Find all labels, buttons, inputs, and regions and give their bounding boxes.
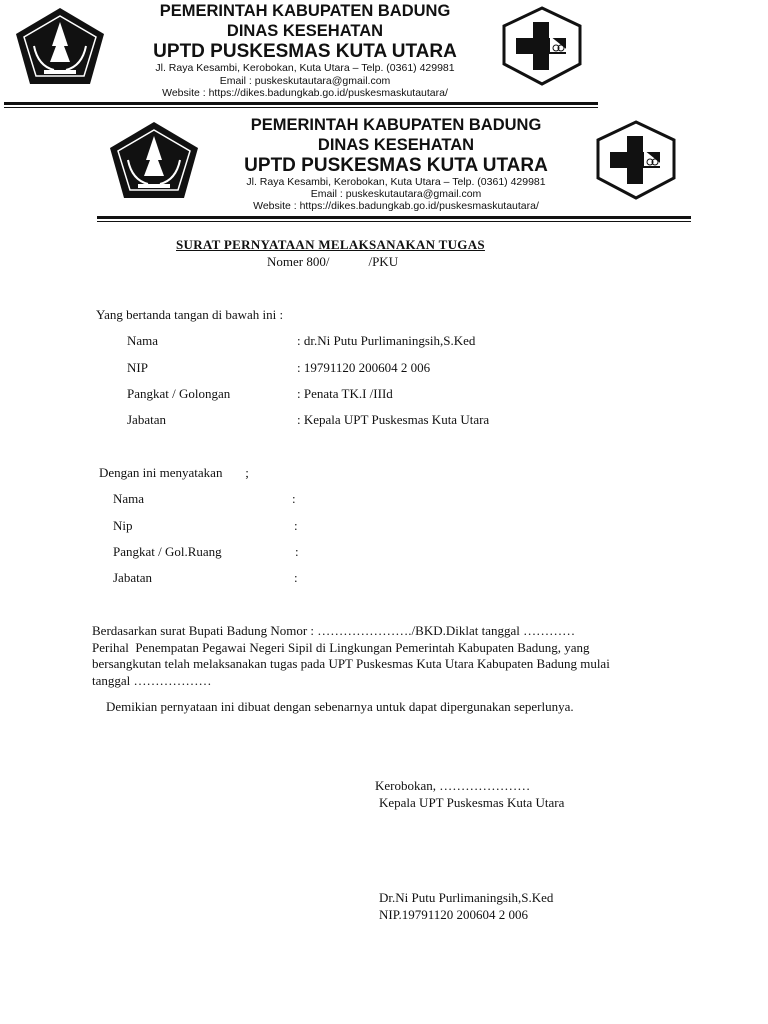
subject-value: :	[294, 518, 298, 533]
document-title: SURAT PERNYATAAN MELAKSANAKAN TUGAS	[176, 237, 485, 252]
signer-value: : 19791120 200604 2 006	[297, 360, 431, 375]
kop-line2: DINAS KESEHATAN	[317, 136, 475, 154]
kop-address: Jl. Raya Kesambi, Kerobokan, Kuta Utara – Telp. (0361) 429981	[155, 62, 455, 74]
kop-website: Website : https://dikes.badungkab.go.id/puskesmaskutautara/	[253, 200, 539, 212]
kop-rule-thick	[4, 102, 598, 105]
kop-line3: UPTD PUSKESMAS KUTA UTARA	[244, 155, 548, 176]
subject-value: :	[295, 544, 299, 559]
letterhead-main	[0, 112, 768, 224]
badung-emblem-icon	[14, 6, 106, 86]
signer-value: : dr.Ni Putu Purlimaningsih,S.Ked	[297, 333, 476, 348]
body-line: Berdasarkan surat Bupati Badung Nomor : …………………./BKD.Diklat tanggal …………	[92, 623, 576, 638]
signature-name: Dr.Ni Putu Purlimaningsih,S.Ked	[379, 890, 554, 905]
subject-value: :	[292, 491, 296, 506]
subject-label: Nip	[113, 518, 133, 533]
document-number: Nomer 800/ /PKU	[267, 254, 399, 269]
kop-line2: DINAS KESEHATAN	[226, 22, 384, 40]
kop-website: Website : https://dikes.badungkab.go.id/puskesmaskutautara/	[162, 87, 448, 99]
body-line: tanggal ………………	[92, 673, 212, 688]
signer-label: NIP	[127, 360, 148, 375]
signer-value: : Kepala UPT Puskesmas Kuta Utara	[297, 412, 490, 427]
kop-line1: PEMERINTAH KABUPATEN BADUNG	[159, 2, 451, 20]
subject-label: Nama	[113, 491, 145, 506]
signature-place: Kerobokan, …………………	[375, 778, 531, 793]
kop-line1: PEMERINTAH KABUPATEN BADUNG	[250, 116, 542, 134]
signer-value: : Penata TK.I /IIId	[297, 386, 393, 401]
puskesmas-logo-icon	[594, 120, 678, 200]
signature-nip: NIP.19791120 200604 2 006	[379, 907, 529, 922]
kop-email: Email : puskeskutautara@gmail.com	[219, 75, 391, 87]
kop-line3: UPTD PUSKESMAS KUTA UTARA	[153, 41, 457, 62]
kop-rule-thin	[4, 107, 598, 108]
intro-text: Yang bertanda tangan di bawah ini :	[96, 307, 284, 322]
kop-rule-thin	[97, 221, 691, 222]
signer-label: Jabatan	[127, 412, 166, 427]
badung-emblem-icon	[108, 120, 200, 200]
subject-label: Jabatan	[113, 570, 152, 585]
kop-rule-thick	[97, 216, 691, 219]
closing-text: Demikian pernyataan ini dibuat dengan sebenarnya untuk dapat dipergunakan seperlunya.	[106, 699, 574, 714]
puskesmas-logo-icon	[500, 6, 584, 86]
subject-label: Pangkat / Gol.Ruang	[113, 544, 222, 559]
declaration-text: Dengan ini menyatakan ;	[99, 465, 249, 480]
kop-email: Email : puskeskutautara@gmail.com	[310, 188, 482, 200]
kop-address: Jl. Raya Kesambi, Kerobokan, Kuta Utara – Telp. (0361) 429981	[246, 176, 546, 188]
signer-label: Pangkat / Golongan	[127, 386, 231, 401]
body-line: bersangkutan telah melaksanakan tugas pada UPT Puskesmas Kuta Utara Kabupaten Badung mulai	[92, 656, 610, 671]
subject-value: :	[294, 570, 298, 585]
signature-position: Kepala UPT Puskesmas Kuta Utara	[379, 795, 565, 810]
letterhead-top	[0, 0, 768, 112]
body-line: Perihal Penempatan Pegawai Negeri Sipil di Lingkungan Pemerintah Kabupaten Badung, yang	[92, 640, 590, 655]
signer-label: Nama	[127, 333, 159, 348]
